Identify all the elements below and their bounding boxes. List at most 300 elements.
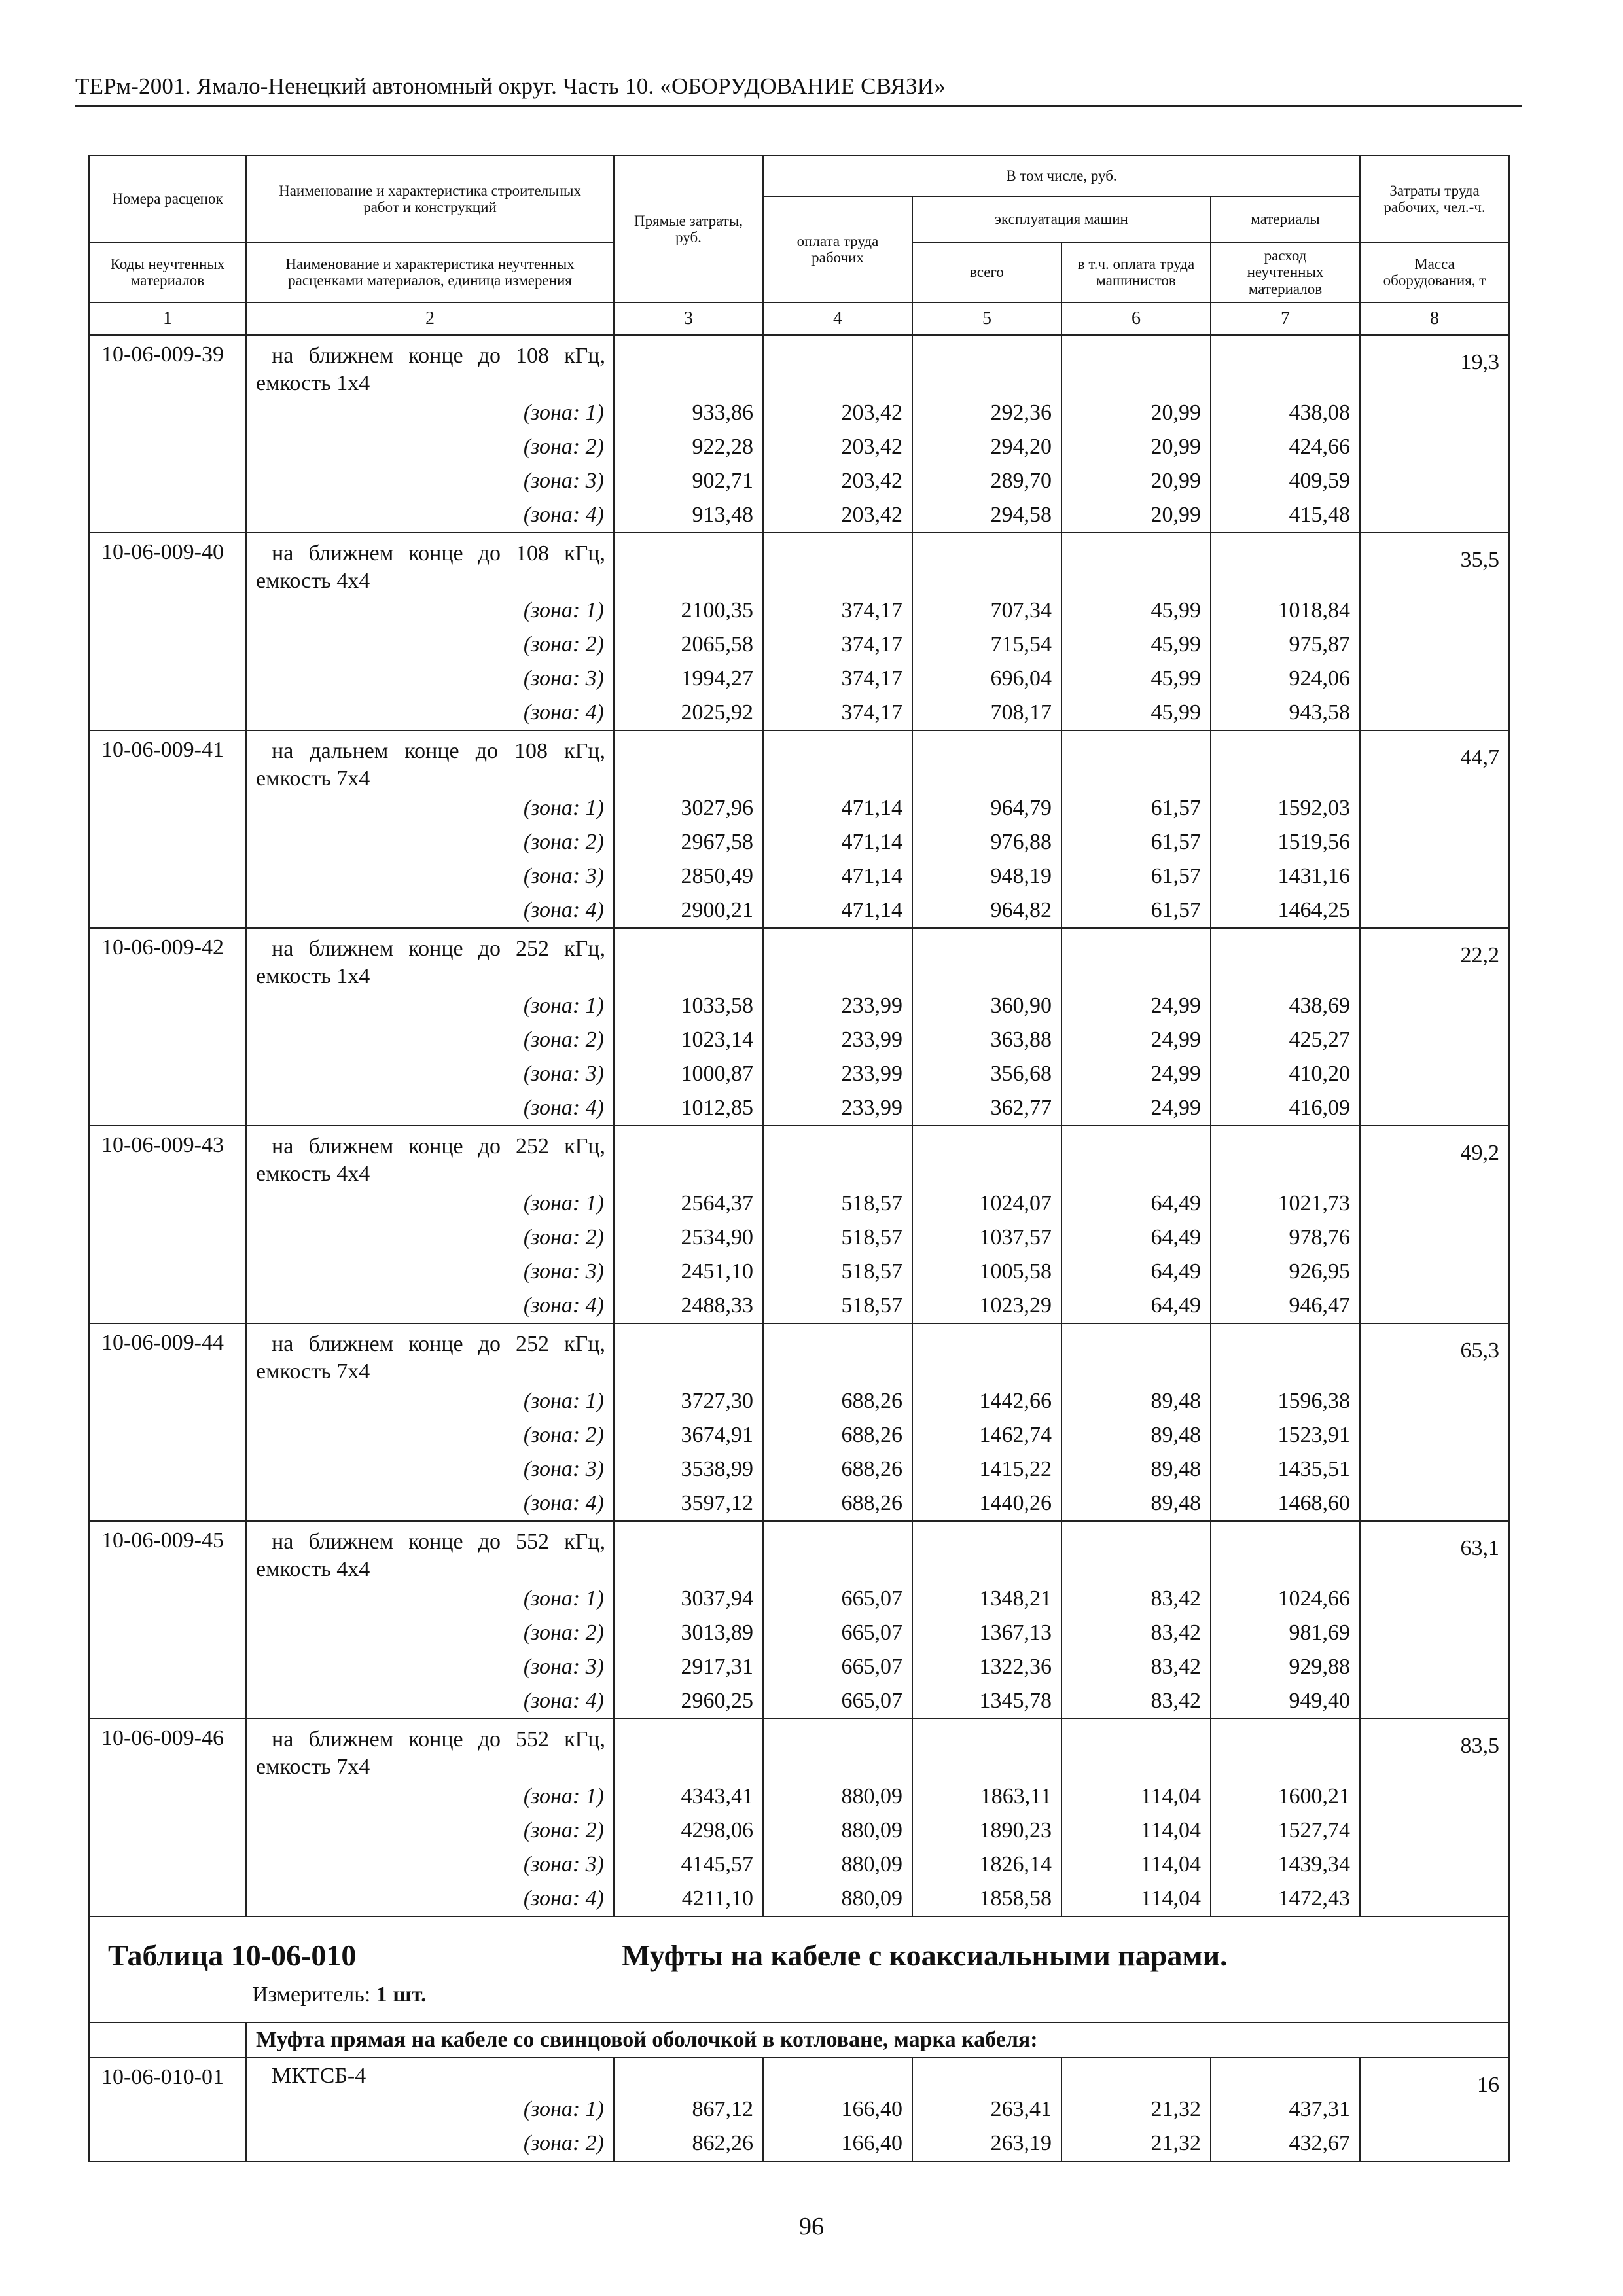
direct-cost: 3727,30 bbox=[681, 1389, 753, 1413]
header-col3: Прямые затраты, руб. bbox=[614, 156, 763, 302]
spacer bbox=[615, 2058, 762, 2092]
operator-cost: 114,04 bbox=[1140, 1886, 1201, 1910]
operator-cost-cell bbox=[1061, 928, 1211, 1126]
operator-cost: 89,48 bbox=[1150, 1457, 1201, 1481]
labor-cost: 233,99 bbox=[841, 1096, 902, 1120]
direct-cost: 2967,58 bbox=[681, 830, 753, 854]
operator-cost: 45,99 bbox=[1150, 700, 1201, 725]
zone-label: (зона: 1) bbox=[523, 1389, 604, 1413]
header-col4: оплата труда рабочих bbox=[763, 196, 912, 302]
rate-code: 10-06-009-43 bbox=[89, 1126, 246, 1323]
materials-cost-cell bbox=[1211, 335, 1360, 533]
table-row bbox=[89, 533, 1509, 730]
spacer bbox=[913, 929, 1061, 989]
materials-cost-cell bbox=[1211, 928, 1360, 1126]
direct-cost-cell bbox=[614, 335, 763, 533]
operator-cost-cell bbox=[1061, 1126, 1211, 1323]
operator-cost: 20,99 bbox=[1150, 435, 1201, 459]
operator-cost-cell bbox=[1061, 1521, 1211, 1719]
spacer bbox=[764, 336, 912, 396]
subheading-code-cell bbox=[89, 2022, 246, 2058]
labor-cost: 688,26 bbox=[841, 1389, 902, 1413]
zone-label: (зона: 3) bbox=[523, 1457, 604, 1481]
direct-cost: 1994,27 bbox=[681, 666, 753, 691]
machine-cost: 1348,21 bbox=[979, 1587, 1052, 1611]
description-cell bbox=[246, 928, 614, 1126]
operator-cost: 45,99 bbox=[1150, 632, 1201, 656]
labor-cost: 471,14 bbox=[841, 864, 902, 888]
operator-cost-cell bbox=[1061, 335, 1211, 533]
operator-cost: 61,57 bbox=[1150, 830, 1201, 854]
table-section-title-cell bbox=[89, 1916, 1509, 2022]
header-col7: расход неучтенных материалов bbox=[1211, 242, 1360, 302]
spacer bbox=[1211, 336, 1359, 396]
machine-cost: 289,70 bbox=[990, 469, 1052, 493]
materials-cost: 1021,73 bbox=[1277, 1191, 1351, 1215]
spacer bbox=[913, 1324, 1061, 1384]
machine-cost: 263,41 bbox=[990, 2097, 1052, 2121]
materials-cost: 943,58 bbox=[1289, 700, 1351, 725]
zone-label: (зона: 3) bbox=[523, 1852, 604, 1876]
header-col8-bottom: Масса оборудования, т bbox=[1360, 242, 1509, 302]
direct-cost-cell bbox=[614, 928, 763, 1126]
labor-cost-cell bbox=[763, 2058, 912, 2161]
spacer bbox=[615, 1126, 762, 1187]
description-line: на дальнем конце до 108 кГц, bbox=[272, 739, 605, 763]
machine-cost: 1826,14 bbox=[979, 1852, 1052, 1876]
description-cell bbox=[246, 1126, 614, 1323]
description-cell bbox=[246, 1521, 614, 1719]
machine-cost: 715,54 bbox=[990, 632, 1052, 656]
machine-cost-cell bbox=[912, 730, 1061, 928]
spacer bbox=[1062, 1522, 1210, 1582]
description bbox=[247, 336, 613, 396]
machine-cost-cell bbox=[912, 1126, 1061, 1323]
materials-cost: 1439,34 bbox=[1277, 1852, 1351, 1876]
materials-cost: 926,95 bbox=[1289, 1259, 1351, 1283]
labor-cost: 374,17 bbox=[841, 666, 902, 691]
header-col1-bottom: Коды неучтенных материалов bbox=[89, 242, 246, 302]
labor-cost: 880,09 bbox=[841, 1886, 902, 1910]
direct-cost-cell bbox=[614, 730, 763, 928]
labor-cost: 665,07 bbox=[841, 1621, 902, 1645]
spacer bbox=[1062, 1126, 1210, 1187]
labor-cost: 518,57 bbox=[841, 1259, 902, 1283]
machine-cost: 1415,22 bbox=[979, 1457, 1052, 1481]
operator-cost: 114,04 bbox=[1140, 1818, 1201, 1842]
header-group-in-total: В том числе, руб. bbox=[763, 156, 1360, 196]
labor-cost: 518,57 bbox=[841, 1225, 902, 1249]
machine-cost: 696,04 bbox=[990, 666, 1052, 691]
materials-cost: 415,48 bbox=[1289, 503, 1351, 527]
spacer bbox=[764, 1126, 912, 1187]
materials-cost: 1519,56 bbox=[1277, 830, 1351, 854]
machine-cost: 1367,13 bbox=[979, 1621, 1052, 1645]
column-number: 1 bbox=[89, 302, 246, 335]
operator-cost: 45,99 bbox=[1150, 666, 1201, 691]
spacer bbox=[615, 533, 762, 594]
operator-cost-cell bbox=[1061, 1323, 1211, 1521]
machine-cost: 360,90 bbox=[990, 994, 1052, 1018]
materials-cost: 1468,60 bbox=[1277, 1491, 1351, 1515]
operator-cost: 61,57 bbox=[1150, 796, 1201, 820]
materials-cost: 1024,66 bbox=[1277, 1587, 1351, 1611]
materials-cost: 1596,38 bbox=[1277, 1389, 1351, 1413]
zone-label: (зона: 4) bbox=[523, 1293, 604, 1318]
operator-cost: 20,99 bbox=[1150, 401, 1201, 425]
description-cell bbox=[246, 730, 614, 928]
operator-cost: 21,32 bbox=[1150, 2097, 1201, 2121]
description-line: емкость 1х4 bbox=[256, 964, 370, 988]
spacer bbox=[615, 336, 762, 396]
direct-cost: 3037,94 bbox=[681, 1587, 753, 1611]
machine-cost: 356,68 bbox=[990, 1062, 1052, 1086]
machine-cost: 1858,58 bbox=[979, 1886, 1052, 1910]
direct-cost: 2451,10 bbox=[681, 1259, 753, 1283]
zone-label: (зона: 1) bbox=[523, 2097, 604, 2121]
operator-cost: 89,48 bbox=[1150, 1491, 1201, 1515]
description-line: на ближнем конце до 252 кГц, bbox=[272, 1332, 605, 1356]
direct-cost: 862,26 bbox=[692, 2131, 753, 2155]
zone-label: (зона: 2) bbox=[523, 1621, 604, 1645]
operator-cost: 83,42 bbox=[1150, 1655, 1201, 1679]
zone-label: (зона: 4) bbox=[523, 1689, 604, 1713]
description-line: емкость 7х4 bbox=[256, 1359, 370, 1384]
direct-cost: 1000,87 bbox=[681, 1062, 753, 1086]
machine-cost-cell bbox=[912, 1719, 1061, 1916]
description-line: на ближнем конце до 252 кГц, bbox=[272, 1134, 605, 1158]
table-number: Таблица 10-06-010 bbox=[108, 1939, 357, 1972]
direct-cost: 4211,10 bbox=[681, 1886, 753, 1910]
labor-cost: 471,14 bbox=[841, 898, 902, 922]
direct-cost: 2850,49 bbox=[681, 864, 753, 888]
operator-cost: 89,48 bbox=[1150, 1389, 1201, 1413]
materials-cost: 1464,25 bbox=[1277, 898, 1351, 922]
rate-code: 10-06-010-01 bbox=[89, 2058, 246, 2161]
machine-cost: 263,19 bbox=[990, 2131, 1052, 2155]
rate-code: 10-06-009-44 bbox=[89, 1323, 246, 1521]
zone-label: (зона: 1) bbox=[523, 401, 604, 425]
zone-label: (зона: 2) bbox=[523, 2131, 604, 2155]
description bbox=[247, 731, 613, 791]
materials-cost: 949,40 bbox=[1289, 1689, 1351, 1713]
machine-cost: 1890,23 bbox=[979, 1818, 1052, 1842]
operator-cost: 20,99 bbox=[1150, 469, 1201, 493]
materials-cost: 946,47 bbox=[1289, 1293, 1351, 1318]
materials-cost-cell bbox=[1211, 730, 1360, 928]
materials-cost: 1472,43 bbox=[1277, 1886, 1351, 1910]
measure-line bbox=[252, 1982, 427, 2007]
materials-cost: 432,67 bbox=[1289, 2131, 1351, 2155]
spacer bbox=[1062, 1324, 1210, 1384]
direct-cost: 3538,99 bbox=[681, 1457, 753, 1481]
labor-cost: 471,14 bbox=[841, 796, 902, 820]
operator-cost: 64,49 bbox=[1150, 1259, 1201, 1283]
operator-cost: 24,99 bbox=[1150, 1062, 1201, 1086]
spacer bbox=[1211, 929, 1359, 989]
direct-cost: 1012,85 bbox=[681, 1096, 753, 1120]
materials-cost-cell bbox=[1211, 1719, 1360, 1916]
spacer bbox=[764, 1324, 912, 1384]
materials-cost: 1600,21 bbox=[1277, 1784, 1351, 1808]
zone-label: (зона: 1) bbox=[523, 1784, 604, 1808]
zone-label: (зона: 1) bbox=[523, 1191, 604, 1215]
spacer bbox=[913, 2058, 1061, 2092]
labor-cost: 688,26 bbox=[841, 1457, 902, 1481]
zone-label: (зона: 2) bbox=[523, 1028, 604, 1052]
direct-cost: 867,12 bbox=[692, 2097, 753, 2121]
description-line: на ближнем конце до 552 кГц, bbox=[272, 1727, 605, 1751]
page-number: 96 bbox=[799, 2213, 824, 2240]
direct-cost: 2025,92 bbox=[681, 700, 753, 725]
description-line: емкость 1х4 bbox=[256, 371, 370, 395]
labor-cost: 665,07 bbox=[841, 1689, 902, 1713]
price-table bbox=[88, 155, 1510, 2162]
labor-cost: 518,57 bbox=[841, 1191, 902, 1215]
materials-cost: 1523,91 bbox=[1277, 1423, 1351, 1447]
description-line: на ближнем конце до 108 кГц, bbox=[272, 541, 605, 565]
zone-label: (зона: 4) bbox=[523, 1096, 604, 1120]
machine-cost: 363,88 bbox=[990, 1028, 1052, 1052]
zone-label: (зона: 2) bbox=[523, 1818, 604, 1842]
spacer bbox=[615, 1719, 762, 1780]
description-cell bbox=[246, 335, 614, 533]
machine-cost: 1345,78 bbox=[979, 1689, 1052, 1713]
materials-cost: 1527,74 bbox=[1277, 1818, 1351, 1842]
labor-cost-cell bbox=[763, 928, 912, 1126]
zone-label: (зона: 3) bbox=[523, 864, 604, 888]
table-section-title bbox=[90, 1917, 1508, 2022]
description-line: на ближнем конце до 552 кГц, bbox=[272, 1530, 605, 1554]
labor-cost: 688,26 bbox=[841, 1423, 902, 1447]
machine-cost: 1023,29 bbox=[979, 1293, 1052, 1318]
direct-cost-cell bbox=[614, 1521, 763, 1719]
column-number-row bbox=[89, 302, 1509, 335]
direct-cost-cell bbox=[614, 1126, 763, 1323]
labor-cost: 374,17 bbox=[841, 632, 902, 656]
spacer bbox=[764, 929, 912, 989]
materials-cost: 1592,03 bbox=[1277, 796, 1351, 820]
operator-cost-cell bbox=[1061, 730, 1211, 928]
column-number: 4 bbox=[763, 302, 912, 335]
spacer bbox=[615, 731, 762, 791]
materials-cost: 416,09 bbox=[1289, 1096, 1351, 1120]
equipment-mass: 44,7 bbox=[1360, 730, 1509, 928]
spacer bbox=[1062, 731, 1210, 791]
header-col2-top: Наименование и характеристика строительных работ и конструкций bbox=[246, 156, 614, 242]
description-line: на ближнем конце до 108 кГц, bbox=[272, 344, 605, 368]
operator-cost: 45,99 bbox=[1150, 598, 1201, 622]
column-number: 7 bbox=[1211, 302, 1360, 335]
labor-cost: 203,42 bbox=[841, 435, 902, 459]
materials-cost: 438,08 bbox=[1289, 401, 1351, 425]
table-row bbox=[89, 1323, 1509, 1521]
machine-cost: 707,34 bbox=[990, 598, 1052, 622]
labor-cost-cell bbox=[763, 1126, 912, 1323]
labor-cost: 166,40 bbox=[841, 2097, 902, 2121]
zone-label: (зона: 2) bbox=[523, 632, 604, 656]
direct-cost: 933,86 bbox=[692, 401, 753, 425]
operator-cost-cell bbox=[1061, 1719, 1211, 1916]
direct-cost: 1033,58 bbox=[681, 994, 753, 1018]
header-col2-bottom: Наименование и характеристика неучтенных расценками материалов, единица измерения bbox=[246, 242, 614, 302]
spacer bbox=[1211, 1126, 1359, 1187]
equipment-mass: 83,5 bbox=[1360, 1719, 1509, 1916]
machine-cost: 1005,58 bbox=[979, 1259, 1052, 1283]
machine-cost: 294,58 bbox=[990, 503, 1052, 527]
operator-cost: 114,04 bbox=[1140, 1852, 1201, 1876]
direct-cost: 2960,25 bbox=[681, 1689, 753, 1713]
zone-label: (зона: 3) bbox=[523, 1062, 604, 1086]
machine-cost: 976,88 bbox=[990, 830, 1052, 854]
materials-cost: 1018,84 bbox=[1277, 598, 1351, 622]
table-title: Муфты на кабеле с коаксиальными парами. bbox=[622, 1939, 1228, 1972]
zone-label: (зона: 4) bbox=[523, 503, 604, 527]
zone-label: (зона: 1) bbox=[523, 598, 604, 622]
machine-cost: 362,77 bbox=[990, 1096, 1052, 1120]
equipment-mass: 22,2 bbox=[1360, 928, 1509, 1126]
description-line: на ближнем конце до 252 кГц, bbox=[272, 937, 605, 961]
labor-cost: 665,07 bbox=[841, 1655, 902, 1679]
operator-cost: 83,42 bbox=[1150, 1621, 1201, 1645]
zone-label: (зона: 4) bbox=[523, 898, 604, 922]
materials-cost: 438,69 bbox=[1289, 994, 1351, 1018]
labor-cost: 471,14 bbox=[841, 830, 902, 854]
direct-cost: 922,28 bbox=[692, 435, 753, 459]
operator-cost-cell bbox=[1061, 533, 1211, 730]
header-col8-top: Затраты труда рабочих, чел.-ч. bbox=[1360, 156, 1509, 242]
direct-cost: 3013,89 bbox=[681, 1621, 753, 1645]
spacer bbox=[615, 1522, 762, 1582]
direct-cost-cell bbox=[614, 2058, 763, 2161]
table-row bbox=[89, 730, 1509, 928]
operator-cost: 64,49 bbox=[1150, 1293, 1201, 1318]
measure-value: 1 шт. bbox=[376, 1982, 427, 2007]
rate-code: 10-06-009-41 bbox=[89, 730, 246, 928]
machine-cost-cell bbox=[912, 2058, 1061, 2161]
labor-cost: 233,99 bbox=[841, 994, 902, 1018]
spacer bbox=[1062, 533, 1210, 594]
direct-cost: 4298,06 bbox=[681, 1818, 753, 1842]
header-group-machines: эксплуатация машин bbox=[912, 196, 1211, 242]
subheading: Муфта прямая на кабеле со свинцовой оболочкой в котловане, марка кабеля: bbox=[246, 2022, 1509, 2058]
zone-label: (зона: 3) bbox=[523, 469, 604, 493]
operator-cost: 114,04 bbox=[1140, 1784, 1201, 1808]
operator-cost: 21,32 bbox=[1150, 2131, 1201, 2155]
equipment-mass: 65,3 bbox=[1360, 1323, 1509, 1521]
zone-label: (зона: 4) bbox=[523, 1491, 604, 1515]
header-col1-top: Номера расценок bbox=[89, 156, 246, 242]
zone-label: (зона: 3) bbox=[523, 1655, 604, 1679]
column-number: 6 bbox=[1061, 302, 1211, 335]
labor-cost: 880,09 bbox=[841, 1784, 902, 1808]
materials-cost: 975,87 bbox=[1289, 632, 1351, 656]
table-row bbox=[89, 1719, 1509, 1916]
direct-cost: 3027,96 bbox=[681, 796, 753, 820]
column-number: 8 bbox=[1360, 302, 1509, 335]
labor-cost-cell bbox=[763, 1719, 912, 1916]
machine-cost-cell bbox=[912, 1323, 1061, 1521]
rate-code: 10-06-009-39 bbox=[89, 335, 246, 533]
spacer bbox=[913, 1126, 1061, 1187]
zone-label: (зона: 1) bbox=[523, 994, 604, 1018]
labor-cost: 880,09 bbox=[841, 1852, 902, 1876]
machine-cost: 292,36 bbox=[990, 401, 1052, 425]
direct-cost: 2900,21 bbox=[681, 898, 753, 922]
column-number: 5 bbox=[912, 302, 1061, 335]
operator-cost: 89,48 bbox=[1150, 1423, 1201, 1447]
description-cell bbox=[246, 1719, 614, 1916]
zone-label: (зона: 2) bbox=[523, 830, 604, 854]
rate-code: 10-06-009-42 bbox=[89, 928, 246, 1126]
materials-cost: 978,76 bbox=[1289, 1225, 1351, 1249]
equipment-mass: 63,1 bbox=[1360, 1521, 1509, 1719]
page-header: ТЕРм-2001. Ямало-Ненецкий автономный округ. Часть 10. «ОБОРУДОВАНИЕ СВЯЗИ» bbox=[75, 73, 946, 99]
labor-cost: 880,09 bbox=[841, 1818, 902, 1842]
description-cell bbox=[246, 533, 614, 730]
materials-cost-cell bbox=[1211, 1323, 1360, 1521]
zone-label: (зона: 2) bbox=[523, 1225, 604, 1249]
description bbox=[247, 1324, 613, 1384]
machine-cost: 1440,26 bbox=[979, 1491, 1052, 1515]
labor-cost: 233,99 bbox=[841, 1062, 902, 1086]
zone-label: (зона: 3) bbox=[523, 666, 604, 691]
machine-cost: 964,79 bbox=[990, 796, 1052, 820]
header-group-materials: материалы bbox=[1211, 196, 1360, 242]
direct-cost: 2065,58 bbox=[681, 632, 753, 656]
spacer bbox=[913, 731, 1061, 791]
operator-cost: 64,49 bbox=[1150, 1191, 1201, 1215]
description bbox=[247, 1522, 613, 1582]
direct-cost: 913,48 bbox=[692, 503, 753, 527]
spacer bbox=[764, 1719, 912, 1780]
table-row bbox=[89, 2058, 1509, 2161]
machine-cost: 1462,74 bbox=[979, 1423, 1052, 1447]
operator-cost: 64,49 bbox=[1150, 1225, 1201, 1249]
operator-cost: 24,99 bbox=[1150, 1096, 1201, 1120]
machine-cost: 1322,36 bbox=[979, 1655, 1052, 1679]
labor-cost-cell bbox=[763, 1521, 912, 1719]
direct-cost: 3674,91 bbox=[681, 1423, 753, 1447]
machine-cost-cell bbox=[912, 533, 1061, 730]
labor-cost: 166,40 bbox=[841, 2131, 902, 2155]
labor-cost-cell bbox=[763, 533, 912, 730]
column-number: 3 bbox=[614, 302, 763, 335]
spacer bbox=[913, 1719, 1061, 1780]
direct-cost-cell bbox=[614, 1323, 763, 1521]
spacer bbox=[1062, 2058, 1210, 2092]
zone-label: (зона: 1) bbox=[523, 1587, 604, 1611]
machine-cost: 1442,66 bbox=[979, 1389, 1052, 1413]
description-cell bbox=[246, 2058, 614, 2161]
column-number: 2 bbox=[246, 302, 614, 335]
description-line: емкость 4х4 bbox=[256, 1557, 370, 1581]
spacer bbox=[764, 2058, 912, 2092]
operator-cost: 61,57 bbox=[1150, 898, 1201, 922]
machine-cost: 964,82 bbox=[990, 898, 1052, 922]
direct-cost-cell bbox=[614, 533, 763, 730]
description-cell bbox=[246, 1323, 614, 1521]
description-line: емкость 7х4 bbox=[256, 1755, 370, 1779]
materials-cost: 981,69 bbox=[1289, 1621, 1351, 1645]
header-col5: всего bbox=[912, 242, 1061, 302]
machine-cost: 1863,11 bbox=[980, 1784, 1052, 1808]
materials-cost: 410,20 bbox=[1289, 1062, 1351, 1086]
labor-cost: 203,42 bbox=[841, 503, 902, 527]
labor-cost: 233,99 bbox=[841, 1028, 902, 1052]
spacer bbox=[913, 1522, 1061, 1582]
labor-cost: 688,26 bbox=[841, 1491, 902, 1515]
